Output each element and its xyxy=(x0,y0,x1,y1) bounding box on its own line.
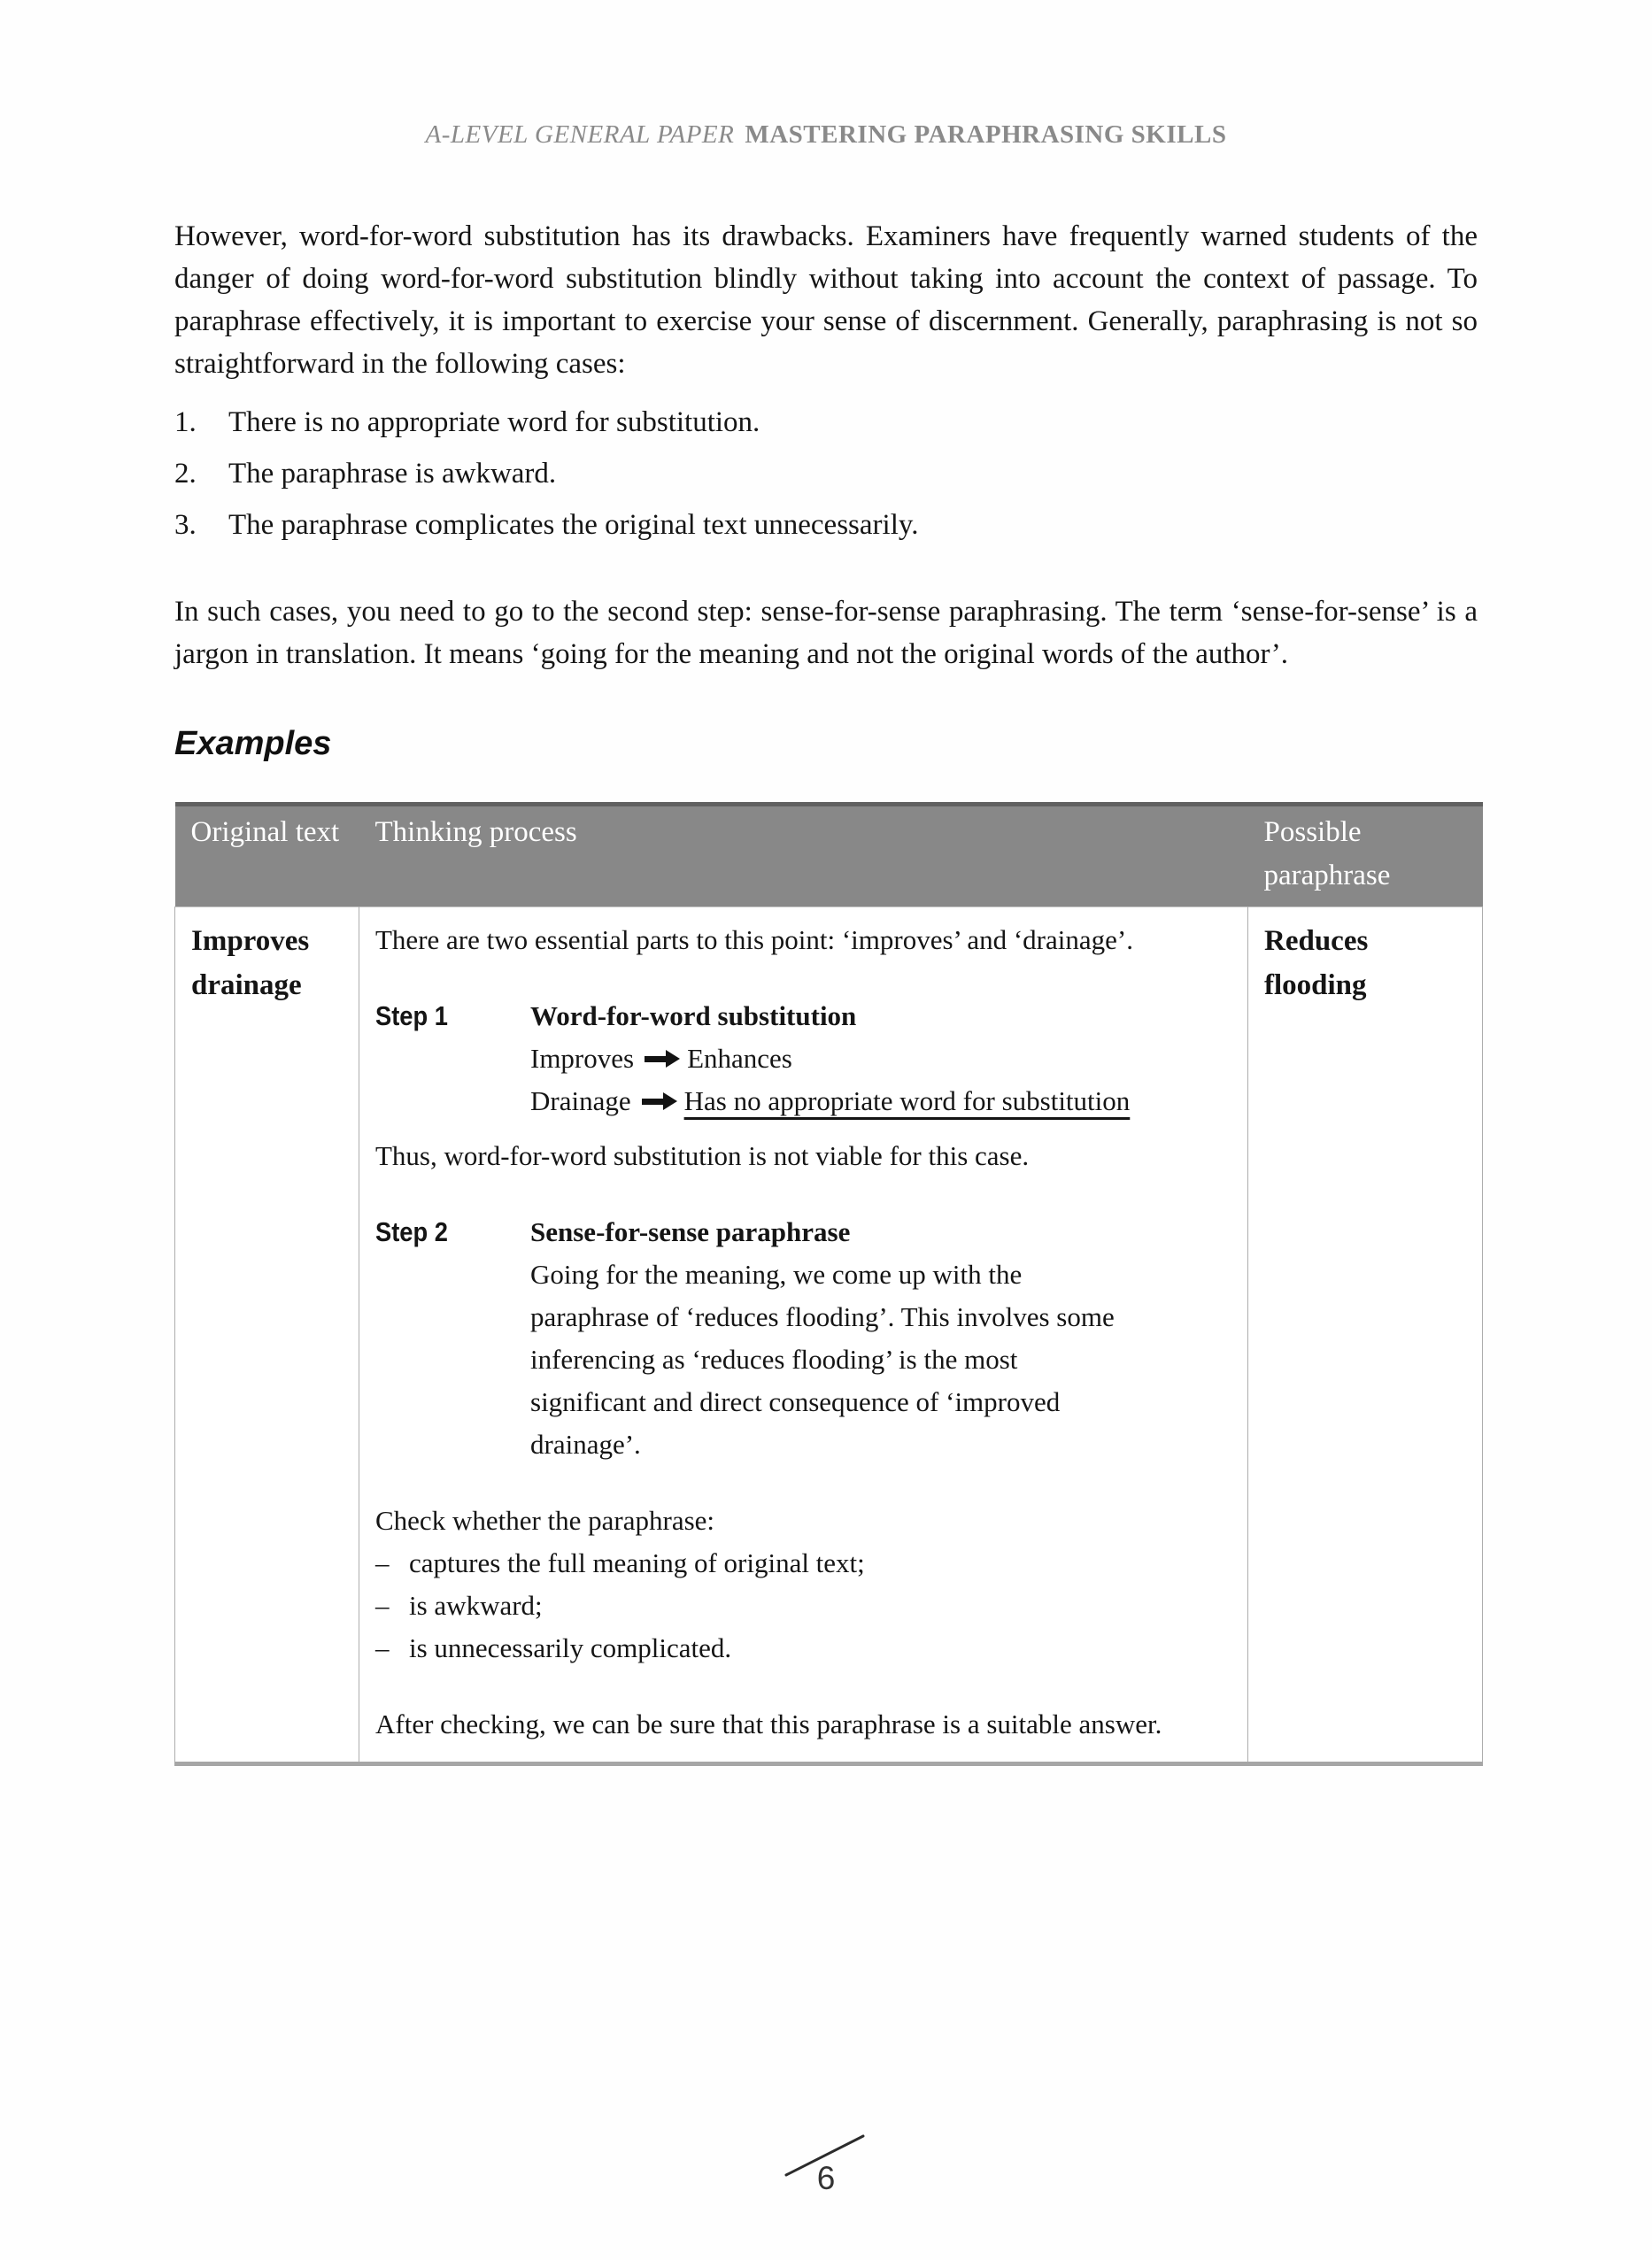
table-header-row xyxy=(175,805,1483,907)
page-content xyxy=(174,215,1478,1766)
step-1-conclusion: Thus, word-for-word substitution is not viable for this case. xyxy=(375,1140,1030,1171)
header-book-title: MASTERING PARAPHRASING SKILLS xyxy=(745,120,1227,149)
cell-thinking-process xyxy=(359,907,1248,1764)
substitution-line xyxy=(530,1080,1130,1122)
check-item xyxy=(375,1542,1231,1585)
source-word: Improves xyxy=(530,1043,635,1074)
check-item xyxy=(375,1585,1231,1627)
list-item-text: The paraphrase is awkward. xyxy=(228,458,557,490)
substituted-word: Enhances xyxy=(687,1043,792,1074)
dash-bullet: – xyxy=(375,1547,390,1578)
second-paragraph: In such cases, you need to go to the second step: sense-for-sense paraphrasing. The term ‘sense-for-sense’ is a jargon in translation. It means ‘going for the meaning and not the original words of the author’. xyxy=(174,596,1478,670)
source-word: Drainage xyxy=(530,1085,631,1116)
substitution-note-underlined: Has no appropriate word for substitution xyxy=(683,1085,1131,1116)
list-item xyxy=(174,452,1478,495)
col-header-possible-paraphrase: Possible paraphrase xyxy=(1248,805,1483,907)
arrow-right-icon xyxy=(642,1099,663,1105)
cell-possible-paraphrase: Reduces flooding xyxy=(1248,907,1483,1764)
step-2-text: Going for the meaning, we come up with the paraphrase of ‘reduces flooding’. This involves some inferencing as ‘reduces flooding’ is the most significant and direct consequence of ‘improved drainage’. xyxy=(530,1259,1115,1460)
examples-table xyxy=(174,802,1483,1766)
table-row xyxy=(175,907,1483,1764)
col-header-thinking-process: Thinking process xyxy=(359,805,1248,907)
list-item-text: There is no appropriate word for substitution. xyxy=(228,406,760,438)
examples-heading: Examples xyxy=(174,725,332,762)
page-number: 6 xyxy=(816,2160,836,2196)
step-1-label: Step 1 xyxy=(375,1000,448,1031)
step-2-label: Step 2 xyxy=(375,1216,448,1247)
arrow-right-icon xyxy=(645,1056,666,1062)
step-1-block xyxy=(375,995,1231,1122)
thinking-intro: There are two essential parts to this point: ‘improves’ and ‘drainage’. xyxy=(375,924,1133,955)
check-list xyxy=(375,1542,1231,1670)
intro-paragraph: However, word-for-word substitution has its drawbacks. Examiners have frequently warned students of the danger of doing word-for-word substitution blindly without taking into account the context of passage. To paraphrase effectively, it is important to exercise your sense of discernment. Generally, paraphrasing is not so straightforward in the following cases: xyxy=(174,220,1478,380)
dash-bullet: – xyxy=(375,1632,390,1663)
list-item xyxy=(174,401,1478,444)
cases-list xyxy=(174,401,1478,546)
col-header-original-text: Original text xyxy=(175,805,359,907)
check-intro: Check whether the paraphrase: xyxy=(375,1505,715,1536)
list-item-number: 1. xyxy=(174,406,197,438)
running-header xyxy=(0,0,1652,150)
step-2-title: Sense-for-sense paraphrase xyxy=(530,1216,851,1247)
substitution-line xyxy=(530,1037,1130,1080)
page-footer xyxy=(764,2123,888,2220)
check-item-text: captures the full meaning of original text; xyxy=(409,1547,865,1578)
list-item-text: The paraphrase complicates the original text unnecessarily. xyxy=(228,509,919,541)
step-1-title: Word-for-word substitution xyxy=(530,1000,857,1031)
step-2-body xyxy=(530,1211,1122,1466)
list-item xyxy=(174,504,1478,546)
step-2-block xyxy=(375,1211,1231,1466)
check-item-text: is awkward; xyxy=(409,1590,543,1621)
check-item xyxy=(375,1627,1231,1670)
cell-original-text: Improves drainage xyxy=(175,907,359,1764)
dash-bullet: – xyxy=(375,1590,390,1621)
step-1-body xyxy=(530,995,1130,1122)
check-item-text: is unnecessarily complicated. xyxy=(409,1632,732,1663)
list-item-number: 3. xyxy=(174,509,197,541)
list-item-number: 2. xyxy=(174,458,197,490)
thinking-conclusion: After checking, we can be sure that this paraphrase is a suitable answer. xyxy=(375,1708,1162,1739)
header-series-title: A-LEVEL GENERAL PAPER xyxy=(425,120,735,149)
